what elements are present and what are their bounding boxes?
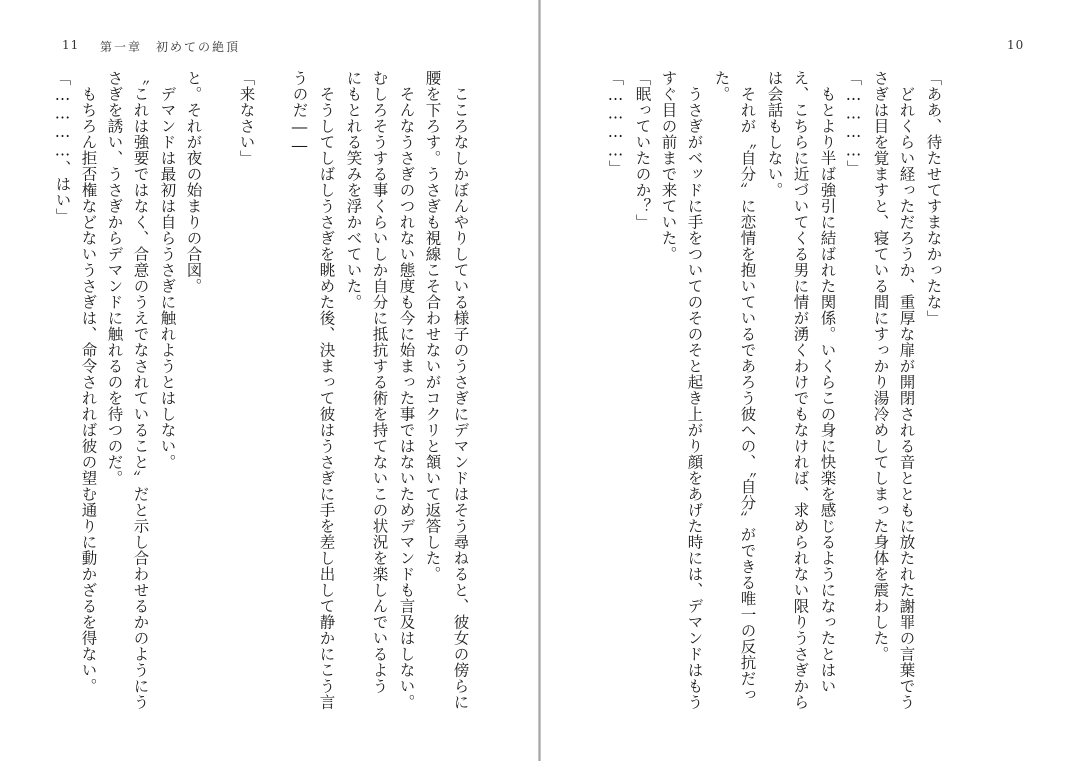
text-line: デマンドは最初は自らうさぎに触れようとはしない。: [158, 70, 177, 470]
text-line: 〝これは強要ではなく、合意のうえでなされていること〟だと示し合わせるかのようにう: [131, 70, 150, 710]
text-line: どれくらい経っただろうか、重厚な扉が開閉される音とともに放たれた謝罪の言葉でう: [897, 70, 916, 710]
text-line: 「…………」: [606, 70, 625, 176]
page-number-right: 10: [1007, 38, 1025, 52]
text-line: もとより半ば強引に結ばれた関係。いくらこの身に快楽を感じるようになったとはい: [818, 70, 837, 694]
text-line: にもとれる笑みを浮かべていた。: [344, 70, 363, 310]
text-line: うさぎがベッドに手をついてのそのそと起き上がり顔をあげた時には、デマンドはもう: [685, 70, 704, 710]
text-line: もちろん拒否権などないうさぎは、命令されれば彼の望む通りに動かざるを得ない。: [79, 70, 98, 694]
text-line: すぐ目の前まで来ていた。: [659, 70, 678, 262]
page-number-left: 11: [62, 38, 80, 52]
text-line: こころなしかぼんやりしている様子のうさぎにデマンドはそう尋ねると、彼女の傍らに: [451, 70, 470, 710]
text-line: 腰を下ろす。うさぎも視線こそ合わせないがコクリと頷いて返答した。: [423, 70, 442, 582]
text-line: え、こちらに近づいてくる男に情が湧くわけでもなければ、求められない限りうさぎから: [791, 70, 810, 710]
text-line: 「ああ、待たせてすまなかったな」: [924, 70, 943, 326]
text-line: 「眠っていたのか？」: [633, 70, 652, 230]
text-line: 「来なさい」: [237, 70, 256, 166]
left-page: [0, 0, 538, 761]
text-line: そんなうさぎのつれない態度も今に始まった事ではないためデマンドも言及はしない。: [397, 70, 416, 710]
text-line: 「…………」: [844, 70, 863, 176]
text-line: そうしてしばしうさぎを眺めた後、決まって彼はうさぎに手を差し出して静かにこう言: [317, 70, 336, 710]
text-line: さぎは目を覚ますと、寝ている間にすっかり湯冷めしてしまった身体を震わした。: [871, 70, 890, 662]
text-line: さぎを誘い、うさぎからデマンドに触れるのを待つのだ。: [105, 70, 124, 486]
text-line: た。: [712, 70, 731, 102]
text-line: むしろそうする事くらいしか自分に抵抗する術を持てないこの状況を楽しんでいるよう: [370, 70, 389, 694]
text-line: それが〝自分〟に恋情を抱いているであろう彼への、〝自分〟ができる唯一の反抗だっ: [738, 70, 757, 703]
chapter-title: 第一章 初めての絶頂: [100, 40, 241, 54]
text-line: うのだ――: [290, 70, 309, 155]
text-line: と。それが夜の始まりの合図。: [184, 70, 203, 294]
text-line: は会話もしない。: [765, 70, 784, 198]
text-line: 「…………、はい」: [53, 70, 72, 224]
right-page: [541, 0, 1080, 761]
